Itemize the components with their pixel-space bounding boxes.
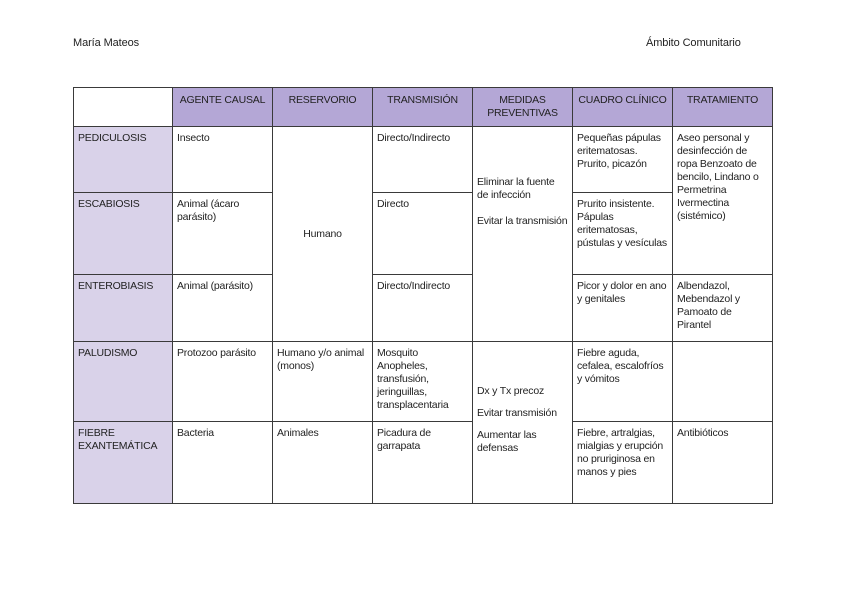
transmission-cell: Directo/Indirecto — [373, 127, 473, 193]
prevention-item: Evitar la transmisión — [477, 215, 568, 227]
prevention-cell-merged — [473, 342, 573, 504]
disease-name: FIEBRE EXANTEMÁTICA — [74, 422, 173, 504]
treatment-cell-merged: Aseo personal y desinfección de ropa Benzoato de bencilo, Lindano o Permetrina Ivermectina (sistémico) — [673, 127, 773, 275]
table-row — [74, 422, 773, 504]
clinical-cell: Fiebre aguda, cefalea, escalofríos y vómitos — [573, 342, 673, 422]
table-row — [74, 342, 773, 422]
header-cell-reservoir: RESERVORIO — [273, 88, 373, 127]
transmission-cell: Directo — [373, 193, 473, 275]
disease-name: PALUDISMO — [74, 342, 173, 422]
disease-name: ESCABIOSIS — [74, 193, 173, 275]
agent-cell: Protozoo parásito — [173, 342, 273, 422]
disease-name: PEDICULOSIS — [74, 127, 173, 193]
header-cell-prevention: MEDIDAS PREVENTIVAS — [473, 88, 573, 127]
prevention-item: Evitar transmisión — [477, 407, 557, 419]
reservoir-cell: Humano y/o animal (monos) — [273, 342, 373, 422]
document-scope: Ámbito Comunitario — [646, 37, 741, 49]
treatment-cell — [673, 342, 773, 422]
table-row — [74, 193, 773, 275]
clinical-cell: Pequeñas pápulas eritematosas. Prurito, picazón — [573, 127, 673, 193]
transmission-cell: Directo/Indirecto — [373, 275, 473, 342]
prevention-cell-merged — [473, 127, 573, 342]
treatment-cell: Antibióticos — [673, 422, 773, 504]
header-cell-blank — [74, 88, 173, 127]
transmission-cell: Mosquito Anopheles, transfusión, jeringuillas, transplacentaria — [373, 342, 473, 422]
prevention-item: Aumentar las defensas — [477, 429, 537, 454]
agent-cell: Insecto — [173, 127, 273, 193]
document-author: María Mateos — [73, 37, 140, 49]
agent-cell: Animal (ácaro parásito) — [173, 193, 273, 275]
clinical-cell: Picor y dolor en ano y genitales — [573, 275, 673, 342]
header-cell-agent: AGENTE CAUSAL — [173, 88, 273, 127]
agent-cell: Animal (parásito) — [173, 275, 273, 342]
disease-name: ENTEROBIASIS — [74, 275, 173, 342]
agent-cell: Bacteria — [173, 422, 273, 504]
header-cell-transmission: TRANSMISIÓN — [373, 88, 473, 127]
table-row — [74, 275, 773, 342]
header-cell-treatment: TRATAMIENTO — [673, 88, 773, 127]
disease-table — [73, 87, 773, 504]
clinical-cell: Fiebre, artralgias, mialgias y erupción no pruriginosa en manos y pies — [573, 422, 673, 504]
header-cell-clinical: CUADRO CLÍNICO — [573, 88, 673, 127]
table-row — [74, 127, 773, 193]
reservoir-cell-merged: Humano — [273, 127, 373, 342]
clinical-cell: Prurito insistente. Pápulas eritematosas, pústulas y vesículas — [573, 193, 673, 275]
treatment-cell: Albendazol, Mebendazol y Pamoato de Pirantel — [673, 275, 773, 342]
table-header-row — [74, 88, 773, 127]
reservoir-cell: Animales — [273, 422, 373, 504]
transmission-cell: Picadura de garrapata — [373, 422, 473, 504]
prevention-item: Dx y Tx precoz — [477, 385, 545, 397]
prevention-item: Eliminar la fuente de infección — [477, 176, 555, 201]
